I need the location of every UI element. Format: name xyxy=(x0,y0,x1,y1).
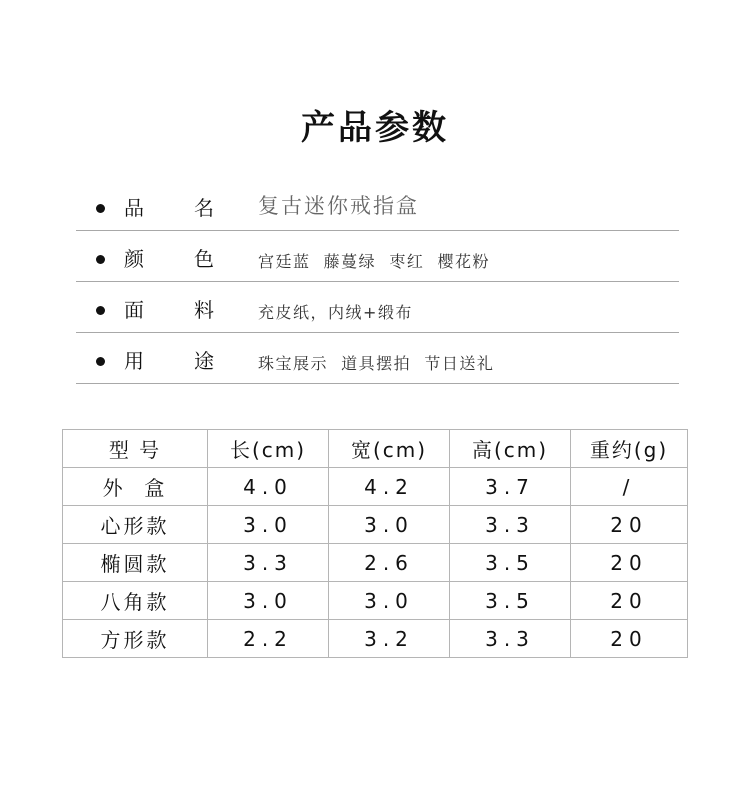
bullet-icon xyxy=(96,204,105,213)
spec-list xyxy=(76,180,679,384)
cell-width: 3.0 xyxy=(329,506,450,544)
spec-key: 途 xyxy=(194,349,214,373)
spec-row-name xyxy=(76,180,679,231)
cell-model: 椭圆款 xyxy=(63,544,208,582)
cell-model: 方形款 xyxy=(63,620,208,658)
table-row xyxy=(63,544,688,582)
cell-width: 3.2 xyxy=(329,620,450,658)
cell-length: 4.0 xyxy=(208,468,329,506)
header-width: 宽(cm) xyxy=(329,430,450,468)
spec-key: 色 xyxy=(194,247,214,271)
table-row xyxy=(63,506,688,544)
spec-value: 充皮纸，内绒+缎布 xyxy=(258,303,413,322)
spec-key: 用 xyxy=(124,349,144,373)
cell-length: 3.3 xyxy=(208,544,329,582)
spec-key: 颜 xyxy=(124,247,144,271)
cell-weight: 20 xyxy=(571,620,688,658)
cell-length: 3.0 xyxy=(208,506,329,544)
cell-weight: 20 xyxy=(571,506,688,544)
cell-height: 3.5 xyxy=(450,582,571,620)
bullet-icon xyxy=(96,306,105,315)
spec-key: 名 xyxy=(194,196,214,220)
header-height: 高(cm) xyxy=(450,430,571,468)
spec-value: 珠宝展示 道具摆拍 节日送礼 xyxy=(258,354,495,373)
table-row xyxy=(63,620,688,658)
cell-width: 3.0 xyxy=(329,582,450,620)
table-header-row xyxy=(63,430,688,468)
cell-length: 2.2 xyxy=(208,620,329,658)
spec-row-color xyxy=(76,231,679,282)
page-title: 产品参数 xyxy=(301,108,449,148)
spec-value: 复古迷你戒指盒 xyxy=(258,194,419,218)
cell-height: 3.3 xyxy=(450,506,571,544)
spec-row-material xyxy=(76,282,679,333)
cell-model: 心形款 xyxy=(63,506,208,544)
spec-row-usage xyxy=(76,333,679,384)
cell-length: 3.0 xyxy=(208,582,329,620)
header-model: 型 号 xyxy=(63,430,208,468)
bullet-icon xyxy=(96,357,105,366)
cell-model: 八角款 xyxy=(63,582,208,620)
table-row xyxy=(63,582,688,620)
bullet-icon xyxy=(96,255,105,264)
spec-key: 品 xyxy=(124,196,144,220)
spec-key: 料 xyxy=(194,298,214,322)
size-table xyxy=(62,429,688,658)
cell-weight: 20 xyxy=(571,544,688,582)
table-row xyxy=(63,468,688,506)
header-length: 长(cm) xyxy=(208,430,329,468)
cell-height: 3.7 xyxy=(450,468,571,506)
cell-weight: 20 xyxy=(571,582,688,620)
cell-weight: / xyxy=(571,468,688,506)
cell-model: 外 盒 xyxy=(63,468,208,506)
cell-width: 4.2 xyxy=(329,468,450,506)
cell-height: 3.5 xyxy=(450,544,571,582)
spec-value: 宫廷蓝 藤蔓绿 枣红 樱花粉 xyxy=(258,252,491,271)
spec-key: 面 xyxy=(124,298,144,322)
cell-width: 2.6 xyxy=(329,544,450,582)
header-weight: 重约(g) xyxy=(571,430,688,468)
cell-height: 3.3 xyxy=(450,620,571,658)
